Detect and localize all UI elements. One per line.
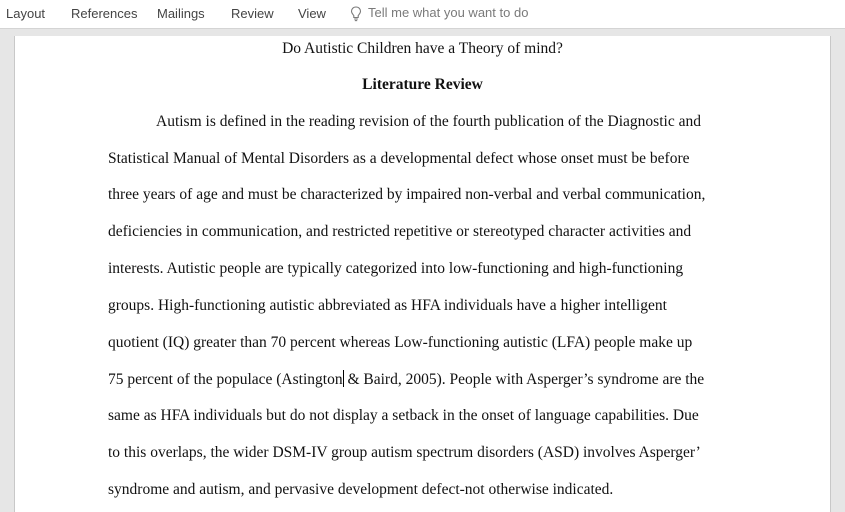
- paragraph-line-1: Autism is defined in the reading revision of the fourth publication of the Diagnostic and: [156, 113, 701, 130]
- tell-me-placeholder: Tell me what you want to do: [368, 5, 529, 20]
- tab-references[interactable]: References: [71, 6, 138, 21]
- tell-me-search[interactable]: [350, 5, 528, 22]
- paragraph-line-9: same as HFA individuals but do not display a setback in the onset of language capabilities. Due: [108, 407, 699, 424]
- tab-mailings[interactable]: Mailings: [157, 6, 205, 21]
- section-heading: Literature Review: [362, 76, 483, 93]
- paragraph-line-6: groups. High-functioning autistic abbreviated as HFA individuals have a higher intelligent: [108, 297, 667, 314]
- tab-review[interactable]: Review: [231, 6, 274, 21]
- paragraph-line-11: syndrome and autism, and pervasive development defect-not otherwise indicated.: [108, 481, 614, 498]
- tab-layout[interactable]: Layout: [6, 6, 46, 21]
- paragraph-line-10: to this overlaps, the wider DSM-IV group autism spectrum disorders (ASD) involves Asperger’: [108, 444, 701, 461]
- document-title: Do Autistic Children have a Theory of mind?: [282, 40, 563, 57]
- paragraph-line-7: quotient (IQ) greater than 70 percent whereas Low-functioning autistic (LFA) people make up: [108, 334, 693, 351]
- paragraph-line-5: interests. Autistic people are typically categorized into low-functioning and high-functioning: [108, 260, 684, 277]
- paragraph-line-4: deficiencies in communication, and restricted repetitive or stereotyped character activities and: [108, 223, 692, 240]
- paragraph-line-8: [108, 370, 704, 389]
- ribbon-tab-bar: [0, 0, 845, 29]
- paragraph-line-2: Statistical Manual of Mental Disorders as a developmental defect whose onset must be before: [108, 150, 690, 167]
- lightbulb-icon: [350, 6, 362, 22]
- tab-view[interactable]: View: [298, 6, 326, 21]
- text-before-cursor: 75 percent of the populace (Astington: [108, 371, 343, 388]
- text-after-cursor: & Baird, 2005). People with Asperger’s syndrome are the: [343, 371, 705, 388]
- paragraph-line-3: three years of age and must be characterized by impaired non-verbal and verbal communication,: [108, 186, 706, 203]
